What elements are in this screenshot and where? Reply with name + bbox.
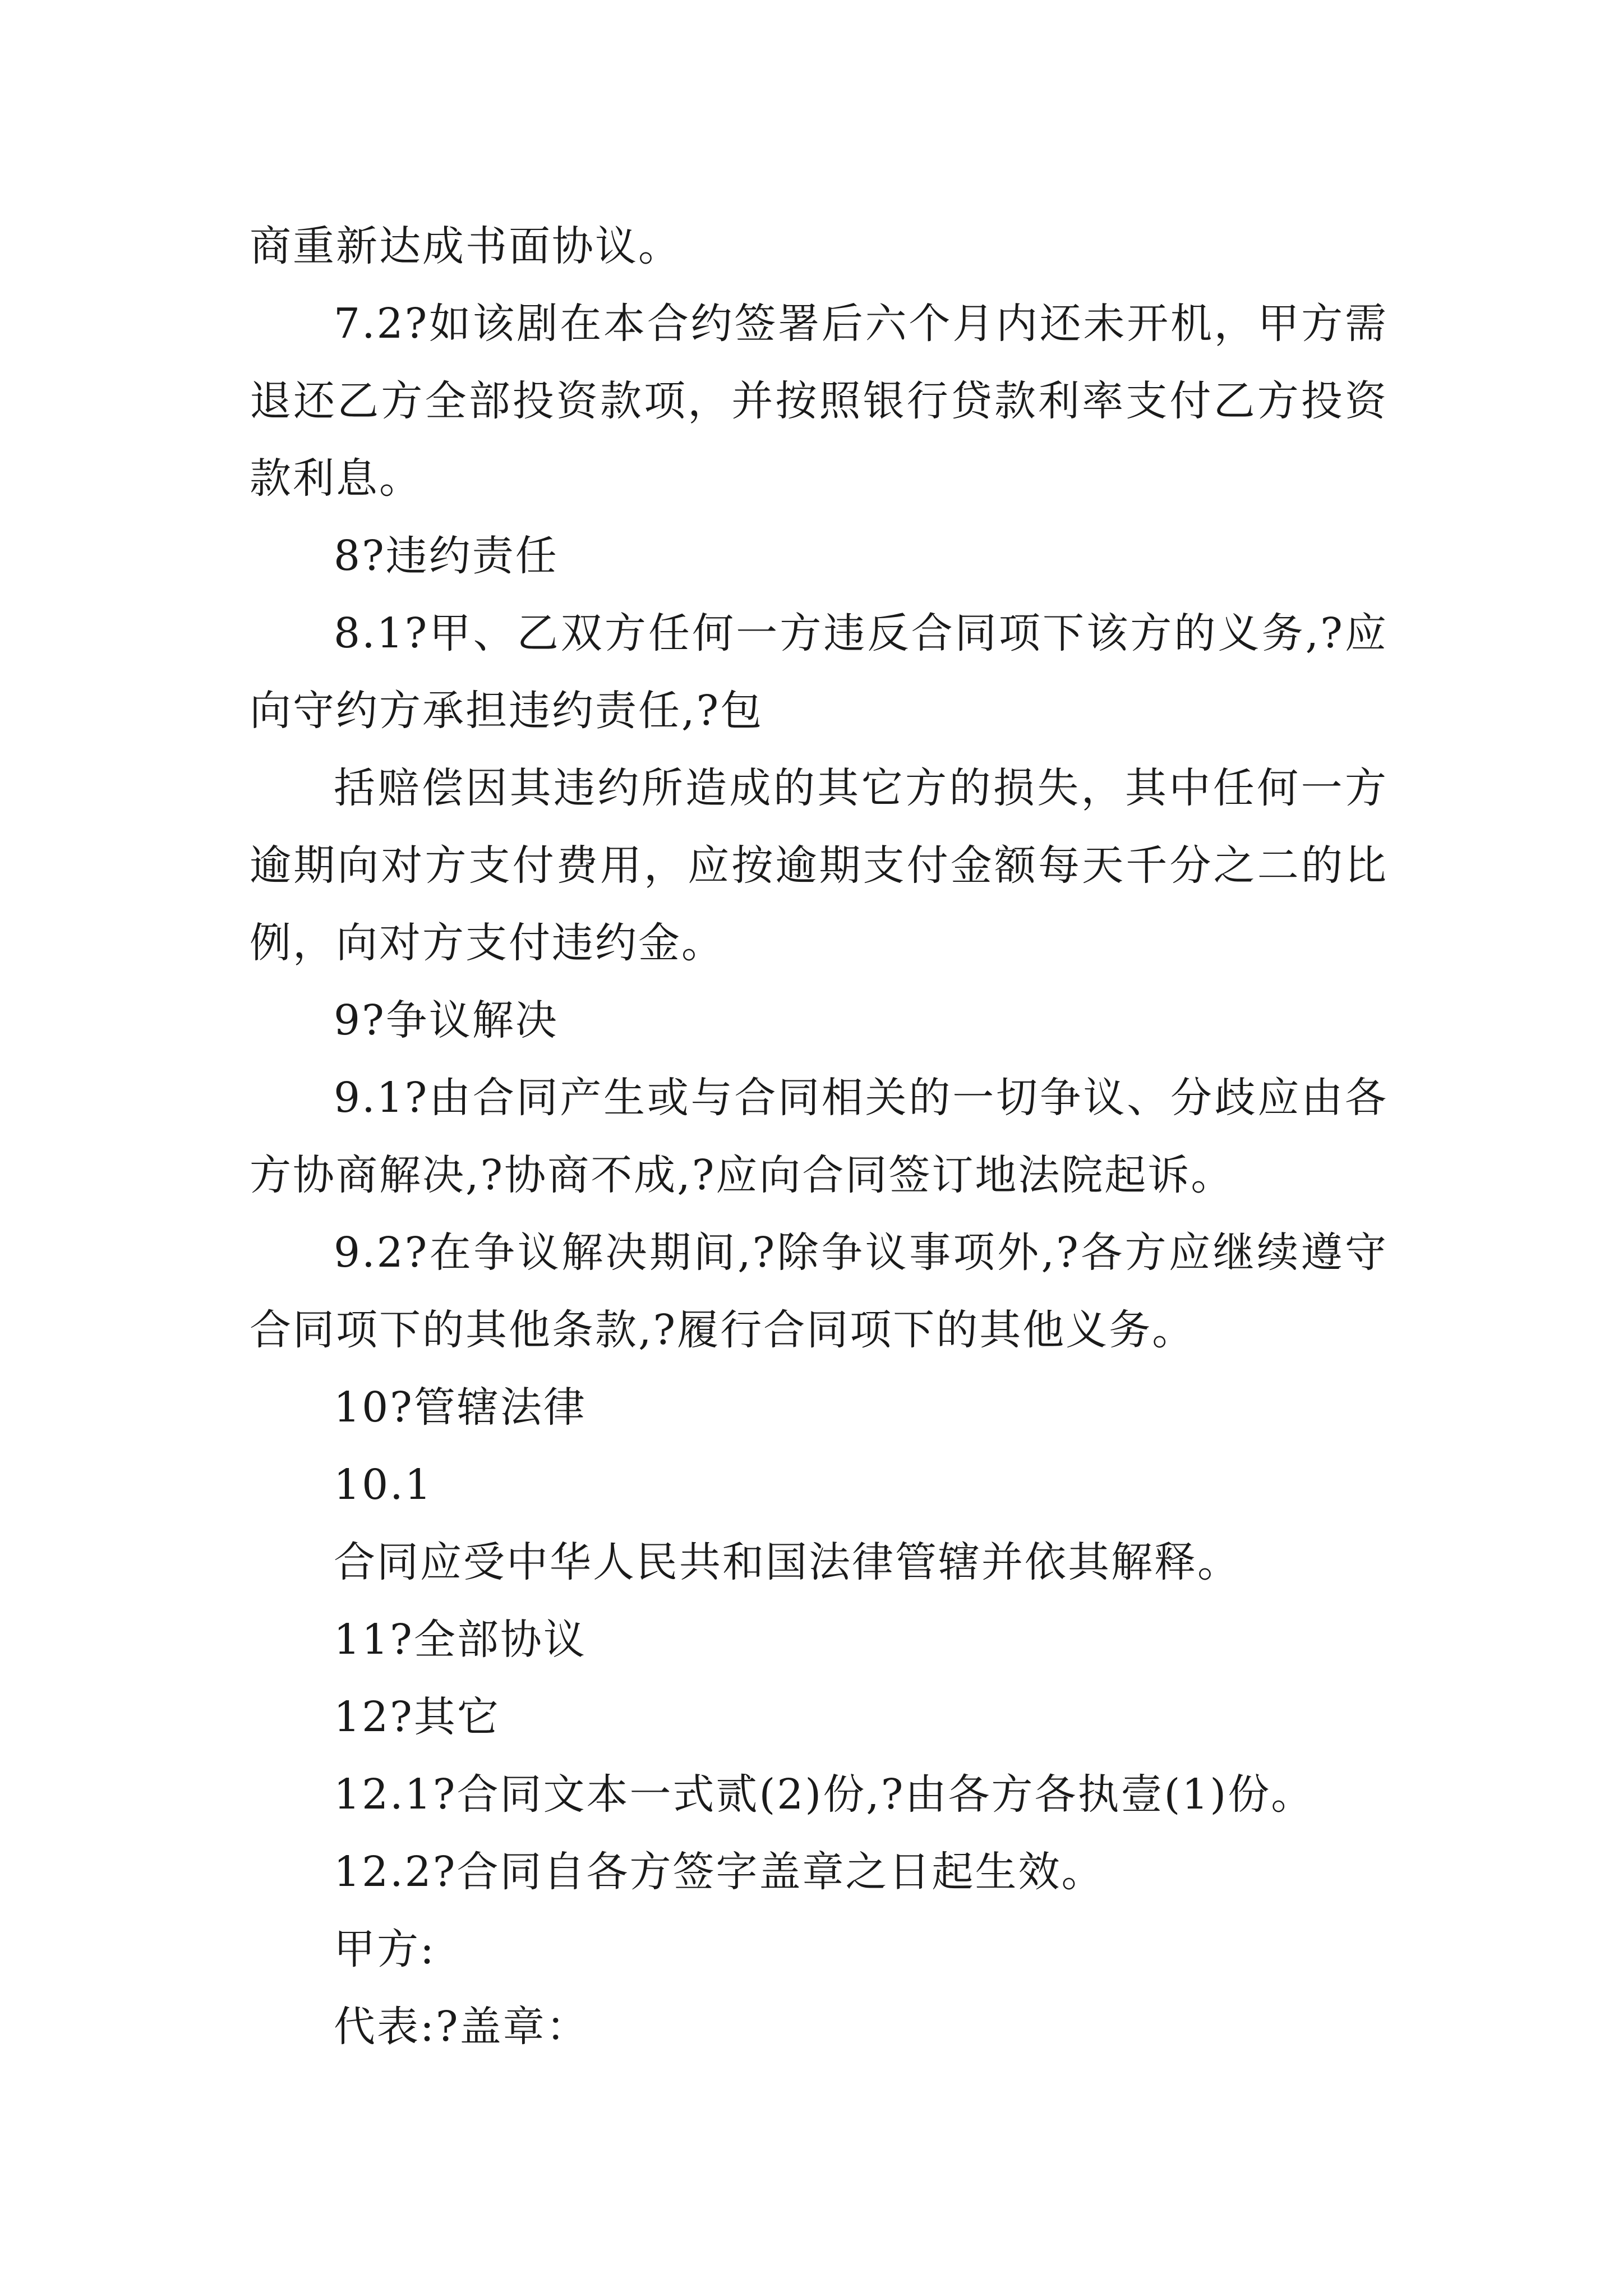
paragraph-continuation: 商重新达成书面协议。 — [250, 222, 681, 270]
clause-8-1-continued: 括赔偿因其违约所造成的其它方的损失，其中任何一方逾期向对方支付费用，应按逾期支付金额每天千分之二的比例，向对方支付违约金。 — [250, 764, 1388, 967]
section-9-heading: 9?争议解决 — [334, 996, 559, 1045]
party-a-label: 甲方: — [334, 1925, 436, 1973]
clause-8-1: 8.1?甲、乙双方任何一方违反合同项下该方的义务,?应向守约方承担违约责任,?包 — [250, 609, 1388, 735]
clause-10-1-text: 合同应受中华人民共和国法律管辖并依其解释。 — [334, 1538, 1241, 1586]
clause-12-1: 12.1?合同文本一式贰(2)份,?由各方各执壹(1)份。 — [334, 1770, 1315, 1819]
representative-seal-label: 代表:?盖章： — [334, 2003, 589, 2051]
clause-12-2: 12.2?合同自各方签字盖章之日起生效。 — [334, 1848, 1105, 1896]
section-11-heading: 11?全部协议 — [334, 1616, 587, 1664]
clause-7-2: 7.2?如该剧在本合约签署后六个月内还未开机，甲方需退还乙方全部投资款项，并按照银行贷款利率支付乙方投资款利息。 — [250, 300, 1388, 503]
section-10-heading: 10?管辖法律 — [334, 1383, 587, 1432]
clause-9-1: 9.1?由合同产生或与合同相关的一切争议、分歧应由各方协商解决,?协商不成,?应向合同签订地法院起诉。 — [250, 1074, 1388, 1199]
document-body — [250, 208, 1388, 2065]
clause-10-1-number: 10.1 — [334, 1461, 433, 1509]
clause-9-2: 9.2?在争议解决期间,?除争议事项外,?各方应继续遵守合同项下的其他条款,?履行合同项下的其他义务。 — [250, 1228, 1388, 1354]
section-8-heading: 8?违约责任 — [334, 532, 559, 580]
section-12-heading: 12?其它 — [334, 1693, 500, 1741]
